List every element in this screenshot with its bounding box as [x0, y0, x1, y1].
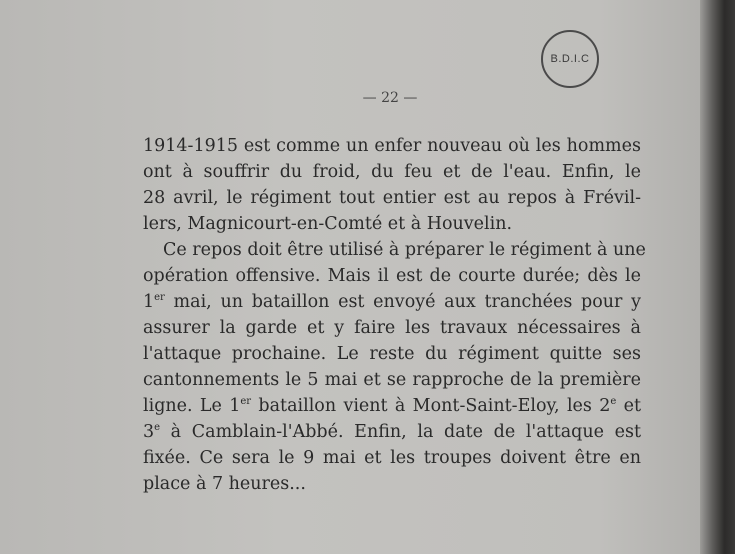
book-spine-shadow: [700, 0, 735, 554]
text-line: cantonnements le 5 mai et se rapproche de la première: [143, 370, 641, 390]
text-line: Ce repos doit être utilisé à préparer le régiment à une: [163, 240, 646, 260]
text-fragment: et: [616, 396, 642, 416]
text-line: place à 7 heures...: [143, 474, 306, 494]
text-fragment: 3: [143, 422, 155, 442]
text-line: 1914-1915 est comme un enfer nouveau où les hommes: [143, 136, 641, 156]
text-fragment: à Camblain-l'Abbé. Enfin, la date de l'attaque est: [160, 422, 641, 442]
text-line: l'attaque prochaine. Le reste du régiment quitte ses: [143, 344, 641, 364]
text-line: fixée. Ce sera le 9 mai et les troupes doivent être en: [143, 448, 641, 468]
superscript: e: [154, 422, 161, 433]
stamp-text: B.D.I.C: [550, 53, 590, 65]
text-fragment: mai, un bataillon est envoyé aux tranchées pour y: [164, 292, 641, 312]
text-line: [143, 419, 641, 445]
library-stamp: [541, 30, 599, 88]
page-number: — 22 —: [362, 90, 418, 106]
text-line: lers, Magnicourt-en-Comté et à Houvelin.: [143, 214, 513, 234]
text-fragment: bataillon vient à Mont-Saint-Eloy, les 2: [251, 396, 611, 416]
text-line: [143, 393, 641, 419]
text-fragment: 1: [143, 292, 155, 312]
text-line: opération offensive. Mais il est de courte durée; dès le: [143, 266, 641, 286]
text-line: 28 avril, le régiment tout entier est au repos à Frévil-: [143, 188, 641, 208]
superscript: er: [240, 396, 252, 407]
text-fragment: ligne. Le 1: [143, 396, 241, 416]
body-text: [143, 133, 646, 497]
text-line: ont à souffrir du froid, du feu et de l'eau. Enfin, le: [143, 162, 641, 182]
superscript: e: [610, 396, 617, 407]
text-line: assurer la garde et y faire les travaux nécessaires à: [143, 318, 641, 338]
superscript: er: [154, 292, 165, 303]
text-line: [143, 289, 641, 315]
